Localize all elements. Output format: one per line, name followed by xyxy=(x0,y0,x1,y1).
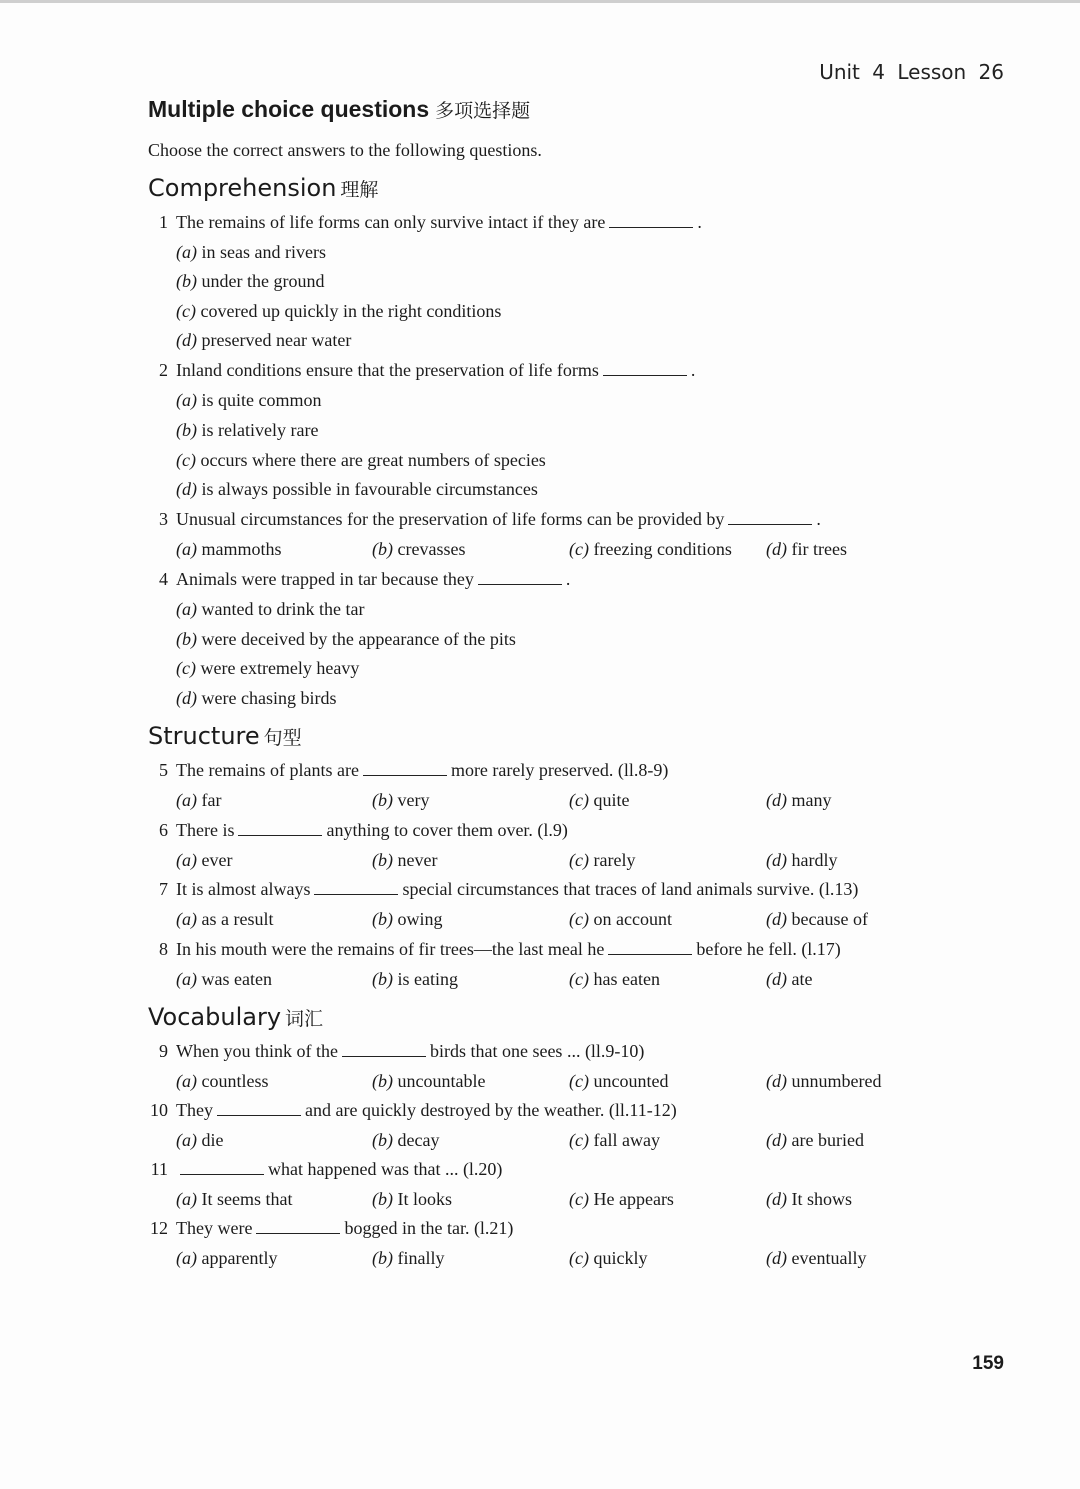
question-text: Unusual circumstances for the preservation of life forms can be provided by xyxy=(176,509,725,529)
answer-blank xyxy=(314,880,398,895)
option-text: has eaten xyxy=(593,969,660,989)
answer-blank xyxy=(238,821,322,836)
option-d xyxy=(766,909,868,930)
option-label: (b) xyxy=(372,1189,393,1209)
option-b xyxy=(176,271,324,292)
option-label: (d) xyxy=(766,1071,787,1091)
option-c xyxy=(569,790,629,811)
option-b xyxy=(176,629,516,650)
option-text: eventually xyxy=(791,1248,867,1268)
option-text: very xyxy=(397,790,430,810)
section-title-en: Comprehension xyxy=(148,174,337,202)
question-text: The remains of plants are xyxy=(176,760,359,780)
option-c xyxy=(569,1189,674,1210)
question-number: 10 xyxy=(150,1100,168,1120)
question-text: Inland conditions ensure that the preservation of life forms xyxy=(176,360,599,380)
option-text: crevasses xyxy=(397,539,466,559)
option-a xyxy=(176,1130,224,1151)
option-label: (b) xyxy=(372,1071,393,1091)
option-label: (b) xyxy=(372,539,393,559)
question-text: There is xyxy=(176,820,235,840)
option-text: finally xyxy=(397,1248,445,1268)
option-c xyxy=(569,1248,647,1269)
option-text: hardly xyxy=(791,850,838,870)
option-label: (a) xyxy=(176,242,197,262)
unit-label: Unit 4 xyxy=(819,60,885,84)
question-text-end: more rarely preserved. (ll.8-9) xyxy=(450,760,669,780)
option-label: (a) xyxy=(176,1071,197,1091)
question-text-end: . xyxy=(690,360,696,380)
option-b xyxy=(372,1071,485,1092)
question-number: 5 xyxy=(159,760,168,780)
option-c xyxy=(176,658,359,679)
option-text: mammoths xyxy=(201,539,282,559)
answer-blank xyxy=(728,510,812,525)
section-structure xyxy=(148,722,302,750)
question-text: In his mouth were the remains of fir trees—the last meal he xyxy=(176,939,605,959)
option-label: (b) xyxy=(372,969,393,989)
option-label: (c) xyxy=(176,658,196,678)
option-label: (d) xyxy=(766,539,787,559)
question-number: 6 xyxy=(159,820,168,840)
question-text-end: what happened was that ... (l.20) xyxy=(268,1159,503,1179)
option-label: (c) xyxy=(569,909,589,929)
question-text-end: anything to cover them over. (l.9) xyxy=(326,820,568,840)
option-d xyxy=(176,688,336,709)
option-label: (b) xyxy=(372,790,393,810)
option-a xyxy=(176,969,272,990)
option-label: (a) xyxy=(176,850,197,870)
option-label: (c) xyxy=(176,301,196,321)
option-text: on account xyxy=(593,909,672,929)
title-en: Multiple choice questions xyxy=(148,96,430,122)
option-text: are buried xyxy=(791,1130,864,1150)
option-label: (a) xyxy=(176,790,197,810)
option-b xyxy=(176,420,318,441)
option-label: (a) xyxy=(176,599,197,619)
option-text: decay xyxy=(397,1130,440,1150)
question-text-end: birds that one sees ... (ll.9-10) xyxy=(429,1041,645,1061)
option-c xyxy=(569,909,672,930)
option-text: preserved near water xyxy=(201,330,352,350)
option-text: in seas and rivers xyxy=(201,242,326,262)
option-d xyxy=(766,969,812,990)
option-b xyxy=(372,1130,439,1151)
option-text: covered up quickly in the right conditions xyxy=(200,301,502,321)
question-number: 8 xyxy=(159,939,168,959)
option-label: (c) xyxy=(569,969,589,989)
option-c xyxy=(176,301,501,322)
option-a xyxy=(176,850,232,871)
option-label: (c) xyxy=(176,450,196,470)
option-text: were extremely heavy xyxy=(200,658,360,678)
option-label: (c) xyxy=(569,1189,589,1209)
question-number: 4 xyxy=(159,569,168,589)
option-text: is quite common xyxy=(201,390,322,410)
option-label: (c) xyxy=(569,1130,589,1150)
option-a xyxy=(176,599,364,620)
option-text: fir trees xyxy=(791,539,847,559)
option-label: (b) xyxy=(372,850,393,870)
option-label: (a) xyxy=(176,539,197,559)
option-label: (b) xyxy=(176,420,197,440)
option-text: were chasing birds xyxy=(201,688,337,708)
question-number: 2 xyxy=(159,360,168,380)
section-title-en: Structure xyxy=(148,722,260,750)
option-a xyxy=(176,539,282,560)
option-a xyxy=(176,1248,277,1269)
option-text: uncountable xyxy=(397,1071,486,1091)
option-c xyxy=(569,850,635,871)
option-a xyxy=(176,1071,269,1092)
answer-blank xyxy=(608,940,692,955)
option-c xyxy=(176,450,546,471)
answer-blank xyxy=(256,1219,340,1234)
option-label: (d) xyxy=(766,1248,787,1268)
question-text-end: special circumstances that traces of land animals survive. (l.13) xyxy=(402,879,859,899)
option-d xyxy=(176,479,538,500)
answer-blank xyxy=(217,1101,301,1116)
option-label: (d) xyxy=(176,688,197,708)
option-c xyxy=(569,969,660,990)
page-title xyxy=(148,96,530,123)
option-label: (d) xyxy=(176,330,197,350)
option-text: was eaten xyxy=(201,969,272,989)
option-label: (a) xyxy=(176,1130,197,1150)
option-text: occurs where there are great numbers of species xyxy=(200,450,546,470)
option-label: (a) xyxy=(176,1248,197,1268)
option-b xyxy=(372,850,437,871)
section-title-zh: 词汇 xyxy=(285,1008,324,1030)
section-vocabulary xyxy=(148,1003,323,1031)
option-a xyxy=(176,242,326,263)
question-number: 1 xyxy=(159,212,168,232)
option-label: (c) xyxy=(569,1248,589,1268)
option-text: rarely xyxy=(593,850,636,870)
option-text: because of xyxy=(791,909,868,929)
option-label: (b) xyxy=(176,271,197,291)
option-b xyxy=(372,1248,445,1269)
option-b xyxy=(372,1189,452,1210)
option-label: (d) xyxy=(766,1189,787,1209)
option-label: (d) xyxy=(176,479,197,499)
answer-blank xyxy=(180,1160,264,1175)
option-text: is relatively rare xyxy=(201,420,319,440)
option-text: ate xyxy=(791,969,813,989)
option-b xyxy=(372,969,458,990)
question-number: 9 xyxy=(159,1041,168,1061)
option-d xyxy=(766,1130,864,1151)
question-text-end: bogged in the tar. (l.21) xyxy=(344,1218,514,1238)
question-text: They were xyxy=(176,1218,253,1238)
option-label: (b) xyxy=(372,1248,393,1268)
page-number: 159 xyxy=(972,1353,1004,1374)
option-text: It looks xyxy=(397,1189,453,1209)
option-text: is eating xyxy=(397,969,458,989)
option-text: owing xyxy=(397,909,443,929)
option-c xyxy=(569,1071,668,1092)
section-comprehension xyxy=(148,174,378,202)
option-text: ever xyxy=(201,850,233,870)
unit-lesson-header xyxy=(819,60,1004,84)
top-border xyxy=(0,0,1080,3)
option-label: (c) xyxy=(569,790,589,810)
title-zh: 多项选择题 xyxy=(435,100,531,122)
question-number: 12 xyxy=(150,1218,168,1238)
option-text: far xyxy=(201,790,222,810)
option-text: quite xyxy=(593,790,630,810)
answer-blank xyxy=(609,213,693,228)
question-text: It is almost always xyxy=(176,879,311,899)
option-text: as a result xyxy=(201,909,274,929)
option-d xyxy=(766,1248,866,1269)
question-number: 11 xyxy=(150,1159,168,1179)
option-d xyxy=(766,539,847,560)
option-text: quickly xyxy=(593,1248,648,1268)
lesson-label: Lesson 26 xyxy=(897,60,1004,84)
question-text: Animals were trapped in tar because they xyxy=(176,569,474,589)
option-text: apparently xyxy=(201,1248,278,1268)
question-text-end: . xyxy=(565,569,571,589)
option-a xyxy=(176,790,221,811)
option-d xyxy=(766,850,837,871)
option-label: (d) xyxy=(766,850,787,870)
option-label: (c) xyxy=(569,1071,589,1091)
option-c xyxy=(569,1130,660,1151)
option-text: never xyxy=(397,850,438,870)
option-b xyxy=(372,539,465,560)
question-number: 3 xyxy=(159,509,168,529)
answer-blank xyxy=(478,570,562,585)
option-a xyxy=(176,390,322,411)
option-label: (d) xyxy=(766,969,787,989)
option-label: (b) xyxy=(372,909,393,929)
option-d xyxy=(766,790,832,811)
option-a xyxy=(176,909,273,930)
option-text: countless xyxy=(201,1071,269,1091)
option-label: (d) xyxy=(766,790,787,810)
question-text-end: . xyxy=(697,212,702,232)
option-c xyxy=(569,539,732,560)
option-d xyxy=(176,330,351,351)
option-label: (a) xyxy=(176,969,197,989)
option-label: (c) xyxy=(569,850,589,870)
option-label: (a) xyxy=(176,390,197,410)
option-text: uncounted xyxy=(593,1071,669,1091)
section-title-zh: 理解 xyxy=(340,179,379,201)
option-text: were deceived by the appearance of the pits xyxy=(201,629,516,649)
question-text: When you think of the xyxy=(176,1041,338,1061)
option-text: under the ground xyxy=(201,271,325,291)
option-text: many xyxy=(791,790,832,810)
option-text: It shows xyxy=(791,1189,853,1209)
option-a xyxy=(176,1189,292,1210)
question-text-end: . xyxy=(816,509,821,529)
option-label: (d) xyxy=(766,1130,787,1150)
option-text: unnumbered xyxy=(791,1071,882,1091)
question-text: They xyxy=(176,1100,213,1120)
answer-blank xyxy=(342,1042,426,1057)
option-label: (b) xyxy=(372,1130,393,1150)
option-text: It seems that xyxy=(201,1189,293,1209)
option-text: wanted to drink the tar xyxy=(201,599,365,619)
option-text: fall away xyxy=(593,1130,660,1150)
option-label: (a) xyxy=(176,909,197,929)
option-d xyxy=(766,1071,881,1092)
option-text: He appears xyxy=(593,1189,674,1209)
option-label: (a) xyxy=(176,1189,197,1209)
option-b xyxy=(372,909,443,930)
option-label: (b) xyxy=(176,629,197,649)
section-title-zh: 句型 xyxy=(263,727,302,749)
question-number: 7 xyxy=(159,879,168,899)
answer-blank xyxy=(603,361,687,376)
question-text-end: and are quickly destroyed by the weather. (ll.11-12) xyxy=(304,1100,677,1120)
option-label: (c) xyxy=(569,539,589,559)
question-text: The remains of life forms can only survive intact if they are xyxy=(176,212,606,232)
answer-blank xyxy=(363,761,447,776)
option-label: (d) xyxy=(766,909,787,929)
question-text-end: before he fell. (l.17) xyxy=(696,939,841,959)
section-title-en: Vocabulary xyxy=(148,1003,282,1031)
option-d xyxy=(766,1189,852,1210)
option-b xyxy=(372,790,429,811)
option-text: freezing conditions xyxy=(593,539,732,559)
instructions: Choose the correct answers to the following questions. xyxy=(148,140,542,160)
option-text: die xyxy=(201,1130,224,1150)
option-text: is always possible in favourable circumstances xyxy=(201,479,538,499)
